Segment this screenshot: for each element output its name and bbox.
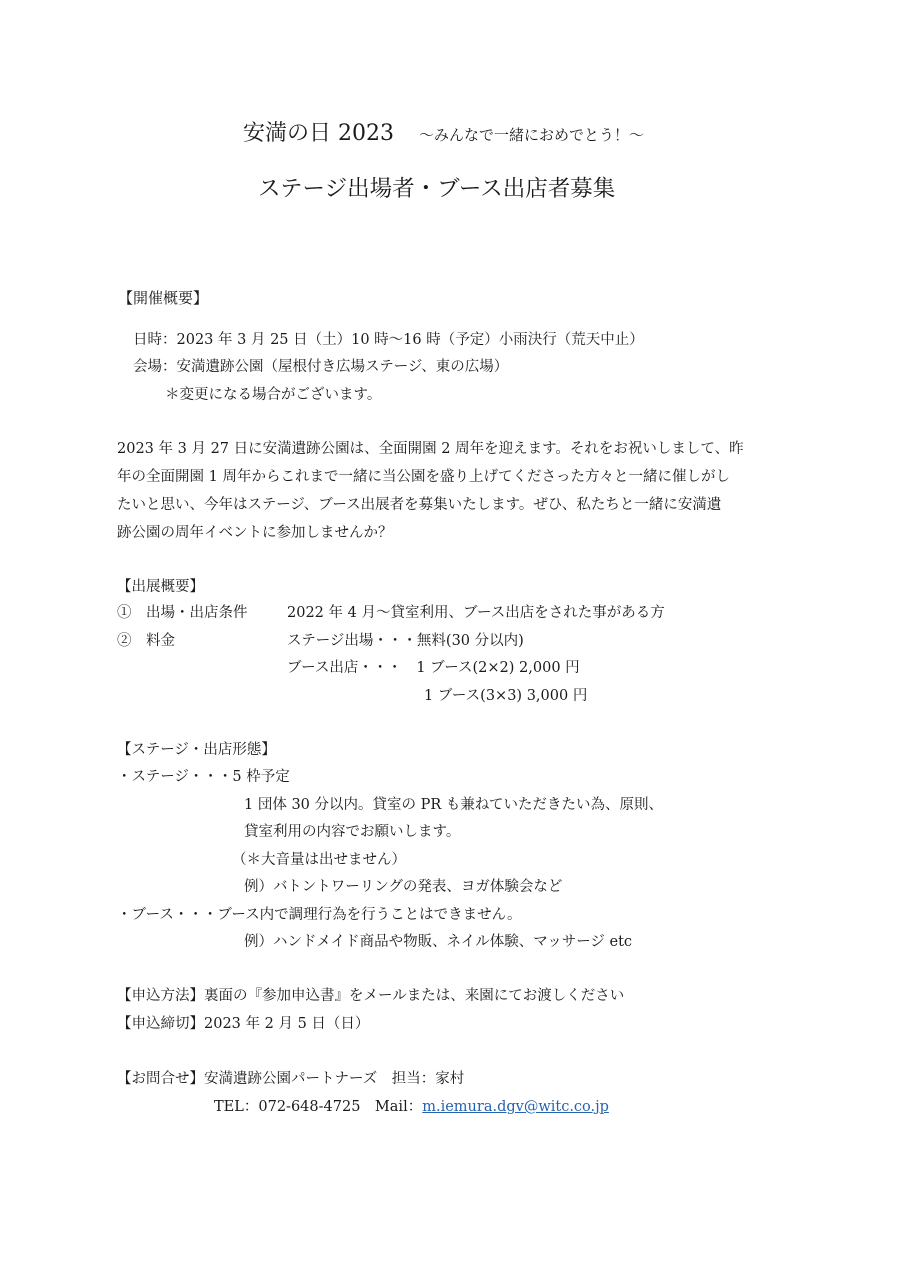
overview-venue: 会場：安満遺跡公園（屋根付き広場ステージ、東の広場） (133, 359, 509, 375)
page-subtitle: ステージ出場者・ブース出店者募集 (258, 176, 616, 202)
fee-label: ② 料金 (117, 633, 175, 649)
intro-line: たいと思い、今年はステージ、ブース出展者を募集いたします。ぜひ、私たちと一緒に安満遺 (117, 497, 722, 513)
stage-detail: 貸室利用の内容でお願いします。 (244, 824, 461, 840)
stage-detail: 1 団体 30 分以内。貸室の PR も兼ねていただきたい為、原則、 (244, 797, 664, 813)
fee-booth-small: ブース出店・・・ 1 ブース(2×2) 2,000 円 (287, 660, 580, 676)
overview-datetime: 日時：2023 年 3 月 25 日（土）10 時～16 時（予定）小雨決行（荒天中止） (133, 332, 644, 348)
intro-line: 跡公園の周年イベントに参加しませんか？ (117, 525, 393, 541)
contact-email-link[interactable]: m.iemura.dgv@witc.co.jp (422, 1099, 609, 1115)
overview-heading: 【開催概要】 (118, 289, 209, 307)
stage-example: 例）バトントワーリングの発表、ヨガ体験会など (244, 879, 563, 895)
apply-deadline: 【申込締切】2023 年 2 月 5 日（日） (117, 1016, 370, 1032)
condition-label: ① 出場・出店条件 (117, 605, 248, 621)
condition-value: 2022 年 4 月～貸室利用、ブース出店をされた事がある方 (287, 605, 665, 621)
fee-stage: ステージ出場・・・無料(30 分以内) (287, 633, 524, 649)
contact-tel-text: TEL：072-648-4725 Mail： (214, 1099, 423, 1115)
exhibit-heading: 【出展概要】 (117, 579, 204, 595)
event-tagline: ～みんなで一緒におめでとう！～ (418, 126, 644, 144)
contact-tel (214, 1097, 609, 1117)
format-heading: 【ステージ・出店形態】 (117, 742, 276, 758)
booth-summary: ・ブース・・・ブース内で調理行為を行うことはできません。 (117, 907, 522, 923)
booth-example: 例）ハンドメイド商品や物販、ネイル体験、マッサージ etc (244, 934, 633, 950)
stage-summary: ・ステージ・・・5 枠予定 (117, 769, 290, 785)
contact-line: 【お問合せ】安満遺跡公園パートナーズ 担当：家村 (117, 1071, 465, 1087)
intro-line: 2023 年 3 月 27 日に安満遺跡公園は、全面開園 2 周年を迎えます。それをお祝いしまして、昨 (117, 441, 744, 457)
page-title (243, 120, 644, 149)
event-title: 安満の日 2023 (243, 121, 394, 146)
overview-note: ＊変更になる場合がございます。 (165, 387, 382, 403)
stage-detail: （＊大音量は出せません） (232, 852, 406, 868)
fee-booth-large: 1 ブース(3×3) 3,000 円 (424, 688, 588, 704)
intro-line: 年の全面開園 1 周年からこれまで一緒に当公園を盛り上げてくださった方々と一緒に催しがし (117, 469, 730, 485)
apply-method: 【申込方法】裏面の『参加申込書』をメールまたは、来園にてお渡しください (117, 988, 625, 1004)
